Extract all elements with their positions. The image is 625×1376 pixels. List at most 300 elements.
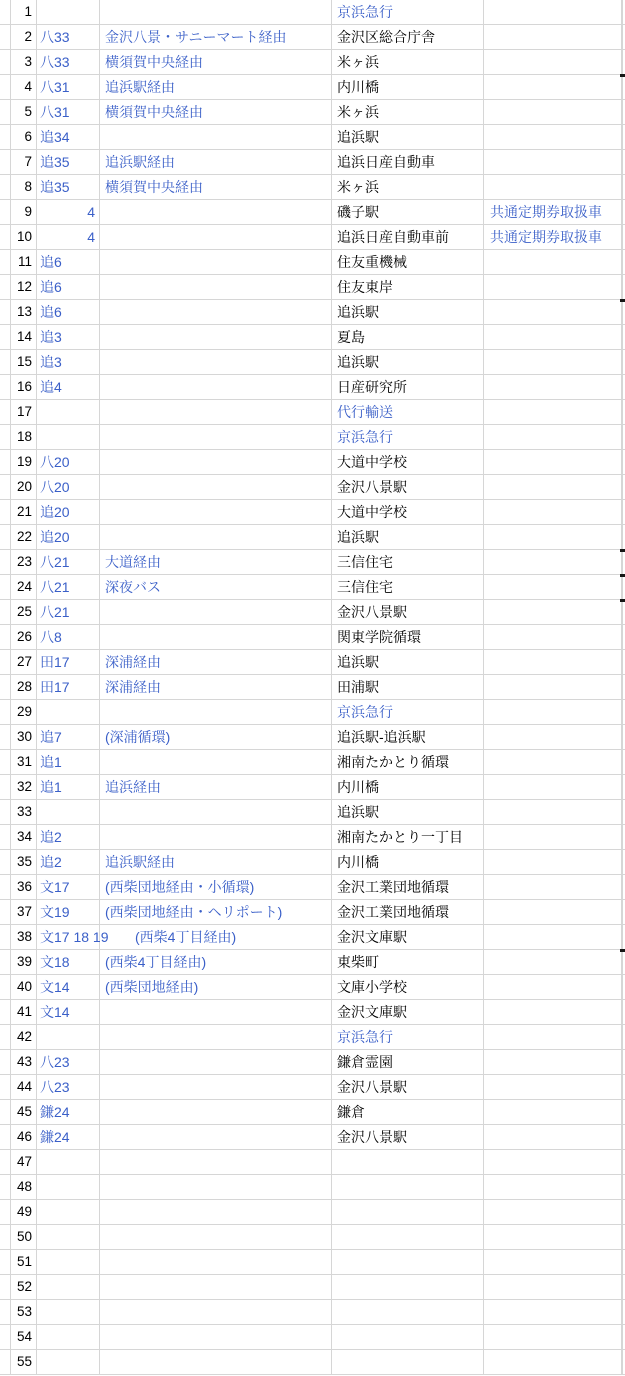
note-cell[interactable] xyxy=(484,400,622,424)
route-code-cell[interactable]: 鎌24 xyxy=(37,1125,100,1149)
note-cell[interactable] xyxy=(484,1325,622,1349)
note-cell[interactable] xyxy=(484,700,622,724)
route-code-cell[interactable]: 田17 xyxy=(37,675,100,699)
note-cell[interactable] xyxy=(484,300,622,324)
destination-cell[interactable]: 大道中学校 xyxy=(332,500,484,524)
route-code-cell[interactable]: 文14 xyxy=(37,1000,100,1024)
via-cell[interactable] xyxy=(100,325,332,349)
via-cell[interactable]: 金沢八景・サニーマート経由 xyxy=(100,25,332,49)
row-number-cell[interactable]: 9 xyxy=(11,200,37,224)
via-cell[interactable]: 深浦経由 xyxy=(100,675,332,699)
destination-cell[interactable]: 金沢八景駅 xyxy=(332,1125,484,1149)
route-code-cell[interactable]: 八21 xyxy=(37,550,100,574)
row-number-cell[interactable]: 2 xyxy=(11,25,37,49)
destination-cell[interactable]: 追浜日産自動車 xyxy=(332,150,484,174)
route-code-cell[interactable]: 八23 xyxy=(37,1050,100,1074)
destination-cell[interactable]: 金沢文庫駅 xyxy=(332,1000,484,1024)
note-cell[interactable] xyxy=(484,375,622,399)
row-number-cell[interactable]: 15 xyxy=(11,350,37,374)
route-code-cell[interactable]: 追35 xyxy=(37,175,100,199)
row-number-cell[interactable]: 5 xyxy=(11,100,37,124)
route-code-cell[interactable]: 追6 xyxy=(37,300,100,324)
note-cell[interactable] xyxy=(484,450,622,474)
via-cell[interactable] xyxy=(100,275,332,299)
destination-cell[interactable]: 鎌倉霊園 xyxy=(332,1050,484,1074)
row-number-cell[interactable]: 18 xyxy=(11,425,37,449)
via-cell[interactable] xyxy=(100,1300,332,1324)
table-row xyxy=(0,0,625,25)
route-code-cell[interactable]: 八23 xyxy=(37,1075,100,1099)
note-cell[interactable] xyxy=(484,275,622,299)
table-row xyxy=(0,350,625,375)
destination-cell[interactable]: 追浜日産自動車前 xyxy=(332,225,484,249)
destination-cell[interactable]: 京浜急行 xyxy=(332,1025,484,1049)
row-number-cell[interactable]: 7 xyxy=(11,150,37,174)
route-code-cell[interactable]: 追2 xyxy=(37,825,100,849)
note-cell[interactable] xyxy=(484,100,622,124)
note-cell[interactable] xyxy=(484,350,622,374)
row-number-cell[interactable]: 45 xyxy=(11,1100,37,1124)
row-number-cell[interactable]: 47 xyxy=(11,1150,37,1174)
row-number-cell[interactable]: 43 xyxy=(11,1050,37,1074)
route-code-cell[interactable] xyxy=(37,1225,100,1249)
via-cell[interactable] xyxy=(100,625,332,649)
route-code-cell[interactable]: 八21 xyxy=(37,575,100,599)
destination-cell[interactable]: 内川橋 xyxy=(332,850,484,874)
row-number-cell[interactable]: 54 xyxy=(11,1325,37,1349)
note-cell[interactable] xyxy=(484,250,622,274)
row-number-cell[interactable]: 27 xyxy=(11,650,37,674)
route-code-cell[interactable]: 文18 xyxy=(37,950,100,974)
row-number-cell[interactable]: 52 xyxy=(11,1275,37,1299)
route-code-cell[interactable]: 追6 xyxy=(37,250,100,274)
note-cell[interactable] xyxy=(484,1025,622,1049)
destination-cell[interactable]: 米ヶ浜 xyxy=(332,50,484,74)
row-number-cell[interactable]: 25 xyxy=(11,600,37,624)
note-cell[interactable] xyxy=(484,625,622,649)
via-cell[interactable] xyxy=(100,400,332,424)
via-cell[interactable] xyxy=(100,475,332,499)
note-cell[interactable] xyxy=(484,500,622,524)
row-number-cell[interactable]: 36 xyxy=(11,875,37,899)
destination-cell[interactable]: 米ヶ浜 xyxy=(332,175,484,199)
via-cell[interactable] xyxy=(100,300,332,324)
destination-cell[interactable]: 日産研究所 xyxy=(332,375,484,399)
row-number-cell[interactable]: 50 xyxy=(11,1225,37,1249)
row-number-cell[interactable]: 46 xyxy=(11,1125,37,1149)
destination-cell[interactable]: 大道中学校 xyxy=(332,450,484,474)
via-cell[interactable] xyxy=(100,1025,332,1049)
route-code-cell[interactable]: 八20 xyxy=(37,450,100,474)
row-number-cell[interactable]: 49 xyxy=(11,1200,37,1224)
row-number-cell[interactable]: 33 xyxy=(11,800,37,824)
note-cell[interactable] xyxy=(484,575,622,599)
row-number-cell[interactable]: 37 xyxy=(11,900,37,924)
table-row xyxy=(0,125,625,150)
route-code-cell[interactable] xyxy=(37,700,100,724)
route-code-cell[interactable]: 八33 xyxy=(37,25,100,49)
row-number-cell[interactable]: 53 xyxy=(11,1300,37,1324)
note-cell[interactable] xyxy=(484,425,622,449)
destination-cell[interactable]: 東柴町 xyxy=(332,950,484,974)
via-cell[interactable] xyxy=(100,1050,332,1074)
note-cell[interactable] xyxy=(484,75,622,99)
row-number-cell[interactable]: 28 xyxy=(11,675,37,699)
destination-cell[interactable]: 追浜駅 xyxy=(332,650,484,674)
right-edge-border-tick xyxy=(620,299,625,302)
row-number-cell[interactable]: 10 xyxy=(11,225,37,249)
note-cell[interactable] xyxy=(484,1200,622,1224)
route-code-cell[interactable]: 文14 xyxy=(37,975,100,999)
destination-cell[interactable]: 関東学院循環 xyxy=(332,625,484,649)
via-cell[interactable] xyxy=(100,375,332,399)
table-row xyxy=(0,925,625,950)
via-cell[interactable]: 横須賀中央経由 xyxy=(100,50,332,74)
destination-cell[interactable]: 内川橋 xyxy=(332,75,484,99)
destination-cell[interactable] xyxy=(332,1150,484,1174)
note-cell[interactable] xyxy=(484,850,622,874)
row-number-cell[interactable]: 40 xyxy=(11,975,37,999)
via-cell[interactable] xyxy=(100,1275,332,1299)
via-cell[interactable]: 深浦経由 xyxy=(100,650,332,674)
destination-cell[interactable]: 追浜駅 xyxy=(332,525,484,549)
route-code-cell[interactable] xyxy=(37,1275,100,1299)
route-code-cell[interactable]: 八31 xyxy=(37,100,100,124)
route-code-cell[interactable]: 追20 xyxy=(37,500,100,524)
row-number-cell[interactable]: 20 xyxy=(11,475,37,499)
row-number-cell[interactable]: 44 xyxy=(11,1075,37,1099)
route-code-cell[interactable] xyxy=(37,425,100,449)
via-cell[interactable]: 大道経由 xyxy=(100,550,332,574)
row-number-cell[interactable]: 41 xyxy=(11,1000,37,1024)
via-cell[interactable] xyxy=(100,450,332,474)
row-number-cell[interactable]: 6 xyxy=(11,125,37,149)
note-cell[interactable] xyxy=(484,550,622,574)
via-cell[interactable] xyxy=(100,225,332,249)
note-cell[interactable] xyxy=(484,900,622,924)
table-row xyxy=(0,700,625,725)
route-code-cell[interactable] xyxy=(37,1300,100,1324)
destination-cell[interactable] xyxy=(332,1175,484,1199)
table-row xyxy=(0,325,625,350)
via-cell[interactable] xyxy=(100,1350,332,1374)
route-code-cell[interactable]: 文19 xyxy=(37,900,100,924)
route-code-cell[interactable]: 追6 xyxy=(37,275,100,299)
destination-cell[interactable]: 金沢八景駅 xyxy=(332,1075,484,1099)
route-code-cell[interactable]: 4 xyxy=(37,225,100,249)
row-number-cell[interactable]: 19 xyxy=(11,450,37,474)
route-code-cell[interactable] xyxy=(37,800,100,824)
route-code-cell[interactable]: 文17 xyxy=(37,875,100,899)
via-cell[interactable] xyxy=(100,1150,332,1174)
table-row xyxy=(0,800,625,825)
destination-cell[interactable] xyxy=(332,1275,484,1299)
row-number-cell[interactable]: 16 xyxy=(11,375,37,399)
right-edge-border-tick xyxy=(620,599,625,602)
table-row xyxy=(0,975,625,1000)
row-number-cell[interactable]: 22 xyxy=(11,525,37,549)
via-cell[interactable] xyxy=(100,425,332,449)
via-cell[interactable]: (西柴団地経由・小循環) xyxy=(100,875,332,899)
destination-cell[interactable]: 金沢工業団地循環 xyxy=(332,900,484,924)
row-number-cell[interactable]: 26 xyxy=(11,625,37,649)
destination-cell[interactable]: 住友重機械 xyxy=(332,250,484,274)
note-cell[interactable] xyxy=(484,50,622,74)
note-cell[interactable] xyxy=(484,1250,622,1274)
row-number-cell[interactable]: 24 xyxy=(11,575,37,599)
row-number-cell[interactable]: 12 xyxy=(11,275,37,299)
destination-cell[interactable]: 米ヶ浜 xyxy=(332,100,484,124)
route-code-cell[interactable]: 追3 xyxy=(37,325,100,349)
note-cell[interactable] xyxy=(484,675,622,699)
note-cell[interactable] xyxy=(484,25,622,49)
row-number-cell[interactable]: 3 xyxy=(11,50,37,74)
note-cell[interactable] xyxy=(484,1125,622,1149)
note-cell[interactable] xyxy=(484,650,622,674)
route-code-cell[interactable]: 八33 xyxy=(37,50,100,74)
via-cell[interactable] xyxy=(100,0,332,24)
destination-cell[interactable]: 文庫小学校 xyxy=(332,975,484,999)
route-code-cell[interactable]: 文17 18 19 xyxy=(37,925,100,949)
row-number-cell[interactable]: 38 xyxy=(11,925,37,949)
row-number-cell[interactable]: 55 xyxy=(11,1350,37,1374)
note-cell[interactable] xyxy=(484,1100,622,1124)
note-cell[interactable] xyxy=(484,150,622,174)
route-code-cell[interactable] xyxy=(37,1200,100,1224)
table-row xyxy=(0,825,625,850)
via-cell[interactable]: 追浜駅経由 xyxy=(100,850,332,874)
destination-cell[interactable]: 三信住宅 xyxy=(332,550,484,574)
row-number-cell[interactable]: 48 xyxy=(11,1175,37,1199)
note-cell[interactable] xyxy=(484,800,622,824)
destination-cell[interactable]: 京浜急行 xyxy=(332,700,484,724)
table-row xyxy=(0,1100,625,1125)
route-code-cell[interactable] xyxy=(37,1250,100,1274)
table-row xyxy=(0,500,625,525)
destination-cell[interactable]: 代行輸送 xyxy=(332,400,484,424)
note-cell[interactable] xyxy=(484,525,622,549)
table-row xyxy=(0,1000,625,1025)
destination-cell[interactable]: 金沢八景駅 xyxy=(332,475,484,499)
row-number-cell[interactable]: 39 xyxy=(11,950,37,974)
note-cell[interactable] xyxy=(484,875,622,899)
destination-cell[interactable]: 住友東岸 xyxy=(332,275,484,299)
table-row xyxy=(0,150,625,175)
row-number-cell[interactable]: 32 xyxy=(11,775,37,799)
via-cell[interactable]: 深夜バス xyxy=(100,575,332,599)
route-code-cell[interactable] xyxy=(37,1175,100,1199)
table-row xyxy=(0,600,625,625)
route-code-cell[interactable]: 八20 xyxy=(37,475,100,499)
note-cell[interactable] xyxy=(484,925,622,949)
via-cell[interactable] xyxy=(100,800,332,824)
via-cell[interactable] xyxy=(100,1325,332,1349)
route-code-cell[interactable]: 追4 xyxy=(37,375,100,399)
right-edge-border-tick xyxy=(620,949,625,952)
via-cell[interactable]: 横須賀中央経由 xyxy=(100,100,332,124)
via-cell[interactable] xyxy=(100,1100,332,1124)
route-code-cell[interactable]: 追3 xyxy=(37,350,100,374)
via-cell[interactable]: (西柴団地経由・ヘリポート) xyxy=(100,900,332,924)
route-code-cell[interactable]: 追2 xyxy=(37,850,100,874)
destination-cell[interactable]: 金沢区総合庁舎 xyxy=(332,25,484,49)
table-row xyxy=(0,550,625,575)
destination-cell[interactable]: 追浜駅 xyxy=(332,300,484,324)
note-cell[interactable] xyxy=(484,825,622,849)
route-code-cell[interactable] xyxy=(37,400,100,424)
route-code-cell[interactable]: 追1 xyxy=(37,775,100,799)
via-cell[interactable] xyxy=(100,1225,332,1249)
destination-cell[interactable]: 内川橋 xyxy=(332,775,484,799)
destination-cell[interactable]: 夏島 xyxy=(332,325,484,349)
destination-cell[interactable]: 磯子駅 xyxy=(332,200,484,224)
note-cell[interactable] xyxy=(484,475,622,499)
note-cell[interactable]: 共通定期券取扱車 xyxy=(484,225,622,249)
table-row xyxy=(0,775,625,800)
destination-cell[interactable] xyxy=(332,1325,484,1349)
destination-cell[interactable]: 京浜急行 xyxy=(332,425,484,449)
destination-cell[interactable]: 田浦駅 xyxy=(332,675,484,699)
note-cell[interactable] xyxy=(484,175,622,199)
route-code-cell[interactable]: 田17 xyxy=(37,650,100,674)
row-number-cell[interactable]: 30 xyxy=(11,725,37,749)
note-cell[interactable] xyxy=(484,1050,622,1074)
note-cell[interactable] xyxy=(484,1000,622,1024)
row-number-cell[interactable]: 29 xyxy=(11,700,37,724)
via-cell[interactable]: 横須賀中央経由 xyxy=(100,175,332,199)
via-cell[interactable]: 追浜経由 xyxy=(100,775,332,799)
via-cell[interactable]: (西柴4丁目経由) xyxy=(100,925,332,949)
route-code-cell[interactable]: 追7 xyxy=(37,725,100,749)
note-cell[interactable] xyxy=(484,1350,622,1374)
note-cell[interactable] xyxy=(484,325,622,349)
route-code-cell[interactable] xyxy=(37,1150,100,1174)
note-cell[interactable] xyxy=(484,600,622,624)
row-number-cell[interactable]: 35 xyxy=(11,850,37,874)
via-cell[interactable] xyxy=(100,1200,332,1224)
row-number-cell[interactable]: 23 xyxy=(11,550,37,574)
via-cell[interactable] xyxy=(100,700,332,724)
note-cell[interactable] xyxy=(484,725,622,749)
via-cell[interactable] xyxy=(100,350,332,374)
via-cell[interactable] xyxy=(100,1175,332,1199)
via-cell[interactable] xyxy=(100,200,332,224)
table-row xyxy=(0,425,625,450)
note-cell[interactable] xyxy=(484,950,622,974)
row-number-cell[interactable]: 34 xyxy=(11,825,37,849)
route-code-cell[interactable] xyxy=(37,1350,100,1374)
destination-cell[interactable]: 追浜駅-追浜駅 xyxy=(332,725,484,749)
via-cell[interactable] xyxy=(100,125,332,149)
route-code-cell[interactable]: 追34 xyxy=(37,125,100,149)
route-code-cell[interactable]: 4 xyxy=(37,200,100,224)
row-number-cell[interactable]: 42 xyxy=(11,1025,37,1049)
row-number-cell[interactable]: 8 xyxy=(11,175,37,199)
via-cell[interactable] xyxy=(100,825,332,849)
row-number-cell[interactable]: 21 xyxy=(11,500,37,524)
destination-cell[interactable] xyxy=(332,1200,484,1224)
note-cell[interactable] xyxy=(484,0,622,24)
destination-cell[interactable]: 湘南たかとり循環 xyxy=(332,750,484,774)
note-cell[interactable] xyxy=(484,975,622,999)
row-number-cell[interactable]: 14 xyxy=(11,325,37,349)
row-number-cell[interactable]: 13 xyxy=(11,300,37,324)
destination-cell[interactable]: 追浜駅 xyxy=(332,125,484,149)
via-cell[interactable]: (西柴4丁目経由) xyxy=(100,950,332,974)
table-row xyxy=(0,575,625,600)
note-cell[interactable] xyxy=(484,1150,622,1174)
destination-cell[interactable]: 追浜駅 xyxy=(332,800,484,824)
row-number-cell[interactable]: 31 xyxy=(11,750,37,774)
right-edge-border-tick xyxy=(620,574,625,577)
via-cell[interactable] xyxy=(100,1125,332,1149)
row-number-cell[interactable]: 51 xyxy=(11,1250,37,1274)
destination-cell[interactable]: 金沢八景駅 xyxy=(332,600,484,624)
route-code-cell[interactable]: 鎌24 xyxy=(37,1100,100,1124)
via-cell[interactable] xyxy=(100,250,332,274)
row-number-cell[interactable]: 4 xyxy=(11,75,37,99)
destination-cell[interactable] xyxy=(332,1250,484,1274)
route-code-cell[interactable]: 追20 xyxy=(37,525,100,549)
note-cell[interactable] xyxy=(484,775,622,799)
destination-cell[interactable] xyxy=(332,1350,484,1374)
destination-cell[interactable]: 鎌倉 xyxy=(332,1100,484,1124)
via-cell[interactable]: 追浜駅経由 xyxy=(100,75,332,99)
via-cell[interactable] xyxy=(100,1250,332,1274)
via-cell[interactable] xyxy=(100,750,332,774)
route-code-cell[interactable]: 八21 xyxy=(37,600,100,624)
route-code-cell[interactable]: 追35 xyxy=(37,150,100,174)
note-cell[interactable] xyxy=(484,1225,622,1249)
via-cell[interactable] xyxy=(100,500,332,524)
note-cell[interactable] xyxy=(484,1075,622,1099)
via-cell[interactable]: (西柴団地経由) xyxy=(100,975,332,999)
via-cell[interactable]: 追浜駅経由 xyxy=(100,150,332,174)
destination-cell[interactable]: 追浜駅 xyxy=(332,350,484,374)
table-row xyxy=(0,650,625,675)
via-cell[interactable] xyxy=(100,525,332,549)
note-cell[interactable]: 共通定期券取扱車 xyxy=(484,200,622,224)
route-code-cell[interactable] xyxy=(37,0,100,24)
destination-cell[interactable]: 三信住宅 xyxy=(332,575,484,599)
via-cell[interactable] xyxy=(100,1000,332,1024)
via-cell[interactable] xyxy=(100,600,332,624)
route-code-cell[interactable]: 八8 xyxy=(37,625,100,649)
table-row xyxy=(0,225,625,250)
destination-cell[interactable]: 京浜急行 xyxy=(332,0,484,24)
note-cell[interactable] xyxy=(484,125,622,149)
row-number-cell[interactable]: 11 xyxy=(11,250,37,274)
table-row xyxy=(0,100,625,125)
via-cell[interactable]: (深浦循環) xyxy=(100,725,332,749)
row-number-cell[interactable]: 17 xyxy=(11,400,37,424)
note-cell[interactable] xyxy=(484,1275,622,1299)
destination-cell[interactable]: 湘南たかとり一丁目 xyxy=(332,825,484,849)
destination-cell[interactable] xyxy=(332,1225,484,1249)
note-cell[interactable] xyxy=(484,1175,622,1199)
route-code-cell[interactable] xyxy=(37,1325,100,1349)
row-number-cell[interactable]: 1 xyxy=(11,0,37,24)
route-code-cell[interactable]: 八31 xyxy=(37,75,100,99)
route-code-cell[interactable] xyxy=(37,1025,100,1049)
note-cell[interactable] xyxy=(484,1300,622,1324)
destination-cell[interactable]: 金沢工業団地循環 xyxy=(332,875,484,899)
destination-cell[interactable]: 金沢文庫駅 xyxy=(332,925,484,949)
note-cell[interactable] xyxy=(484,750,622,774)
destination-cell[interactable] xyxy=(332,1300,484,1324)
via-cell[interactable] xyxy=(100,1075,332,1099)
route-code-cell[interactable]: 追1 xyxy=(37,750,100,774)
